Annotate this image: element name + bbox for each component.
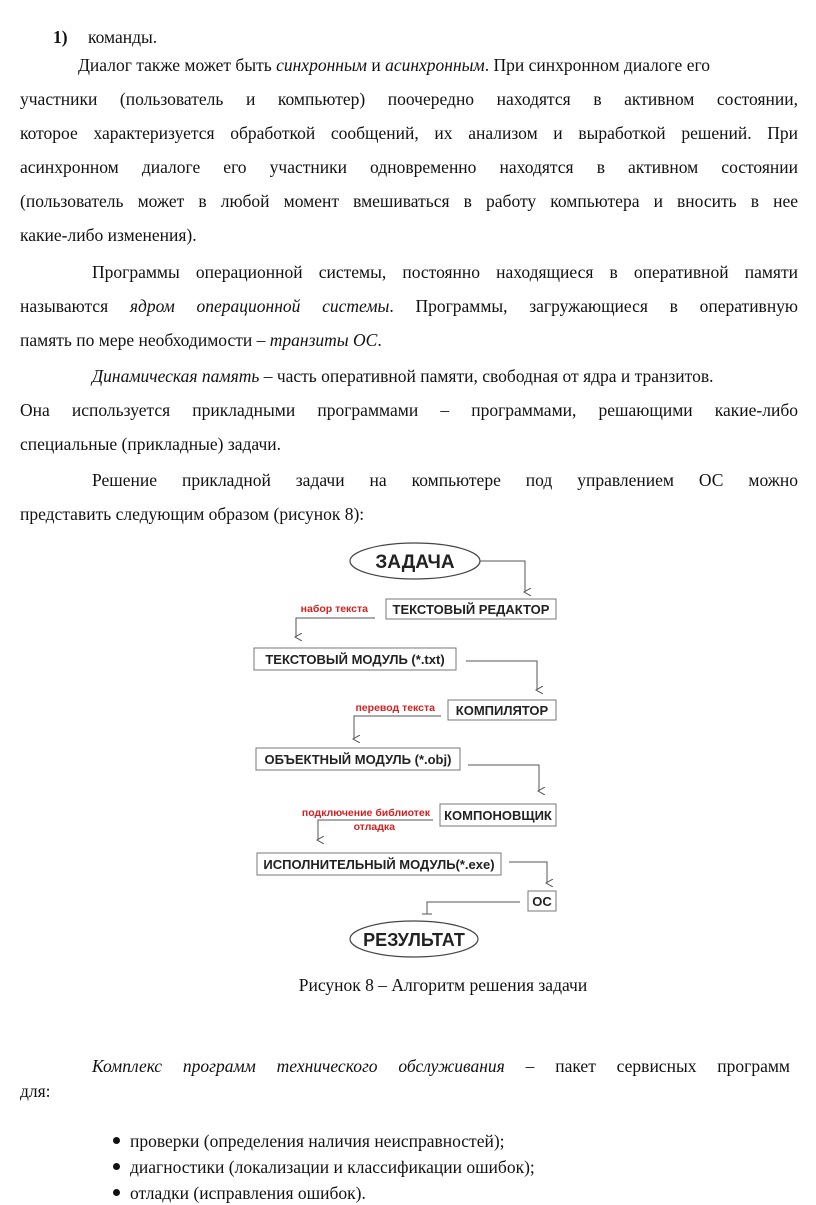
compiler-label: КОМПИЛЯТОР bbox=[455, 703, 549, 718]
task-label: ЗАДАЧА bbox=[375, 552, 455, 573]
label-translate: перевод текста bbox=[355, 702, 435, 714]
term-asynchronous: асинхронным bbox=[385, 55, 485, 75]
list-item bbox=[53, 20, 157, 54]
paragraph-2-line-3: память по мере необходимости – транзиты ОС. bbox=[20, 330, 382, 350]
connector-textmodule-compiler bbox=[466, 661, 537, 690]
paragraph-1-line-5: (пользователь может в любой момент вмешиваться в работу компьютера и вносить в нее bbox=[20, 191, 798, 211]
term-os-kernel: ядром операционной системы bbox=[129, 296, 390, 316]
connector-editor-textmodule bbox=[296, 618, 375, 637]
figure-caption: Рисунок 8 – Алгоритм решения задачи bbox=[298, 975, 588, 995]
exec-module-label: ИСПОЛНИТЕЛЬНЫЙ МОДУЛЬ(*.exe) bbox=[263, 857, 495, 872]
label-debug: отладка bbox=[353, 821, 395, 833]
term-dynamic-memory: Динамическая память bbox=[92, 366, 260, 386]
bullet-dot-icon bbox=[113, 1189, 120, 1196]
bullet-dot-icon bbox=[113, 1163, 120, 1170]
algorithm-diagram bbox=[0, 540, 816, 970]
term-os-transits: транзиты ОС bbox=[269, 330, 378, 350]
paragraph-1-line-1: Диалог также может быть синхронным и асинхронным. При синхронном диалоге его bbox=[78, 55, 710, 75]
paragraph-3-line-2: Она используется прикладными программами – программами, решающими какие-либо bbox=[20, 400, 798, 420]
os-label: ОС bbox=[532, 894, 552, 909]
bullet-item-checking: проверки (определения наличия неисправностей); bbox=[113, 1131, 505, 1152]
paragraph-5-line-1: Комплекс программ технического обслуживания – пакет сервисных программ bbox=[92, 1056, 790, 1076]
connector-os-result bbox=[427, 902, 520, 914]
paragraph-4-line-2: представить следующим образом (рисунок 8): bbox=[20, 504, 365, 524]
paragraph-4-line-1: Решение прикладной задачи на компьютере под управлением ОС можно bbox=[92, 470, 798, 490]
paragraph-1-line-2: участники (пользователь и компьютер) поочередно находятся в активном состоянии, bbox=[20, 89, 798, 109]
bullet-item-debugging: отладки (исправления ошибок). bbox=[113, 1183, 366, 1204]
editor-label: ТЕКСТОВЫЙ РЕДАКТОР bbox=[392, 602, 550, 617]
result-label: РЕЗУЛЬТАТ bbox=[363, 930, 465, 950]
connector-task-editor bbox=[480, 561, 525, 592]
paragraph-1-line-3: которое характеризуется обработкой сообщений, их анализом и выработкой решений. При bbox=[20, 123, 798, 143]
bullet-item-diagnostics: диагностики (локализации и классификации ошибок); bbox=[113, 1157, 535, 1178]
paragraph-1-line-6: какие-либо изменения). bbox=[20, 225, 197, 245]
list-marker: 1) bbox=[53, 27, 68, 47]
linker-label: КОМПОНОВЩИК bbox=[444, 808, 552, 823]
object-module-label: ОБЪЕКТНЫЙ МОДУЛЬ (*.obj) bbox=[264, 752, 452, 767]
paragraph-2-line-1: Программы операционной системы, постоянно находящиеся в оперативной памяти bbox=[92, 262, 798, 282]
connector-objmodule-linker bbox=[468, 765, 539, 791]
paragraph-1-line-4: асинхронном диалоге его участники одновременно находятся в активном состоянии bbox=[20, 157, 798, 177]
bullet-dot-icon bbox=[113, 1137, 120, 1144]
label-libs: подключение библиотек bbox=[301, 807, 430, 819]
text-module-label: ТЕКСТОВЫЙ МОДУЛЬ (*.txt) bbox=[265, 652, 445, 667]
paragraph-2-line-2: называются ядром операционной системы. Программы, загружающиеся в оперативную bbox=[20, 296, 799, 316]
list-item-text: команды. bbox=[87, 27, 158, 47]
term-maintenance-programs: Комплекс программ технического обслуживания bbox=[92, 1056, 505, 1076]
label-typing: набор текста bbox=[300, 603, 368, 615]
term-synchronous: синхронным bbox=[276, 55, 367, 75]
paragraph-5-line-2: для: bbox=[20, 1081, 51, 1101]
connector-execmodule-os bbox=[509, 862, 547, 883]
paragraph-3-line-1: Динамическая память – часть оперативной памяти, свободная от ядра и транзитов. bbox=[92, 366, 714, 386]
paragraph-3-line-3: специальные (прикладные) задачи. bbox=[20, 434, 282, 454]
connector-compiler-objmodule bbox=[354, 716, 441, 739]
